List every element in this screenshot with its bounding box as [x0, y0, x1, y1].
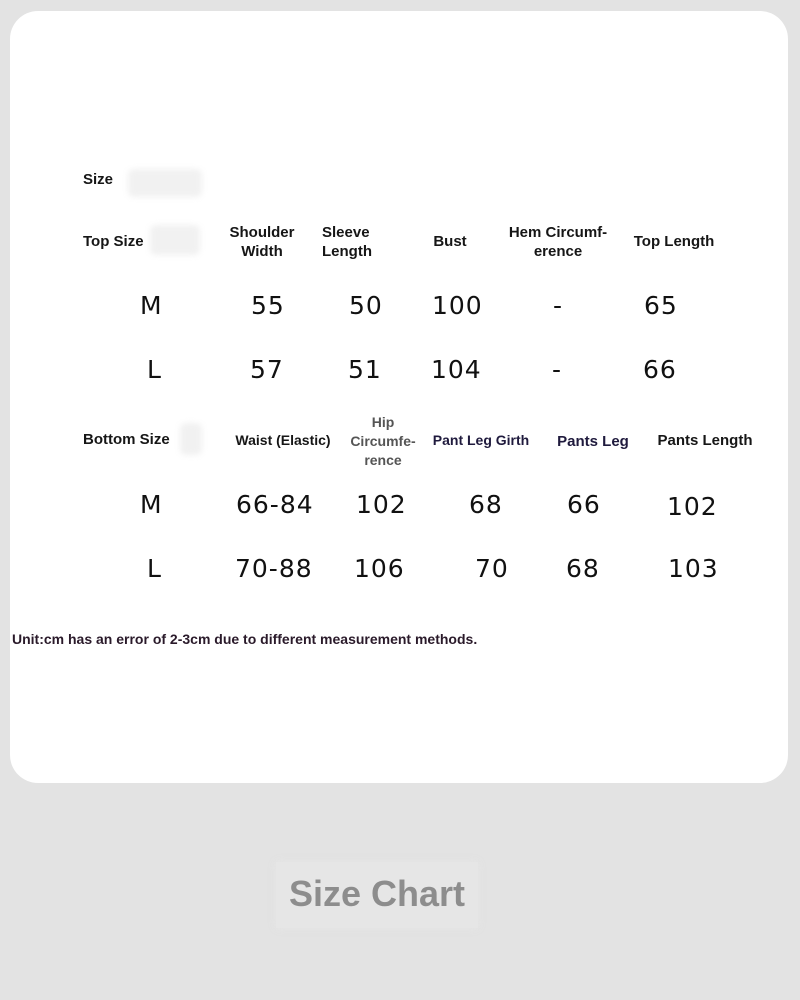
header-bust: Bust	[433, 233, 467, 250]
bottom-row-m-pants-length: 102	[667, 492, 718, 521]
top-row-l-size: L	[147, 355, 162, 384]
top-row-l-hem: -	[552, 355, 563, 384]
top-row-m-bust: 100	[432, 291, 483, 320]
bottom-row-m-leg-girth: 68	[469, 490, 503, 519]
top-row-l-sleeve: 51	[348, 355, 382, 384]
header-pants-leg: Pants Leg	[557, 433, 629, 450]
bottom-row-l-hip: 106	[354, 554, 405, 583]
label-smudge	[150, 225, 200, 255]
top-row-m-shoulder: 55	[251, 291, 285, 320]
top-size-label: Top Size	[83, 233, 144, 250]
top-row-m-hem: -	[553, 291, 564, 320]
header-shoulder-width: Shoulder Width	[229, 224, 295, 260]
top-row-l-shoulder: 57	[250, 355, 284, 384]
header-pant-leg-girth: Pant Leg Girth	[432, 432, 530, 448]
bottom-row-l-pants-leg: 68	[566, 554, 600, 583]
size-chart-title: Size Chart	[276, 862, 478, 928]
bottom-row-l-leg-girth: 70	[475, 554, 509, 583]
header-waist-elastic: Waist (Elastic)	[235, 432, 331, 448]
bottom-row-l-waist: 70-88	[235, 554, 313, 583]
bottom-size-label: Bottom Size	[83, 431, 170, 448]
top-row-m-size: M	[140, 291, 163, 320]
label-smudge	[180, 423, 202, 455]
header-hem-circumference: Hem Circumf- erence	[508, 224, 608, 260]
bottom-row-m-waist: 66-84	[236, 490, 314, 519]
bottom-row-l-pants-length: 103	[668, 554, 719, 583]
header-pants-length: Pants Length	[657, 432, 753, 449]
measurement-note: Unit:cm has an error of 2-3cm due to different measurement methods.	[12, 631, 478, 647]
bottom-row-m-pants-leg: 66	[567, 490, 601, 519]
bottom-row-l-size: L	[147, 554, 162, 583]
size-chart-card	[10, 11, 788, 783]
top-row-m-length: 65	[644, 291, 678, 320]
label-smudge	[128, 169, 202, 197]
size-label: Size	[83, 171, 114, 188]
header-sleeve-length: Sleeve Length	[322, 224, 372, 260]
bottom-row-m-hip: 102	[356, 490, 407, 519]
header-top-length: Top Length	[633, 233, 715, 250]
top-row-m-sleeve: 50	[349, 291, 383, 320]
top-row-l-length: 66	[643, 355, 677, 384]
header-hip-circumference: Hip Circumfe- rence	[350, 414, 416, 468]
bottom-row-m-size: M	[140, 490, 163, 519]
top-row-l-bust: 104	[431, 355, 482, 384]
